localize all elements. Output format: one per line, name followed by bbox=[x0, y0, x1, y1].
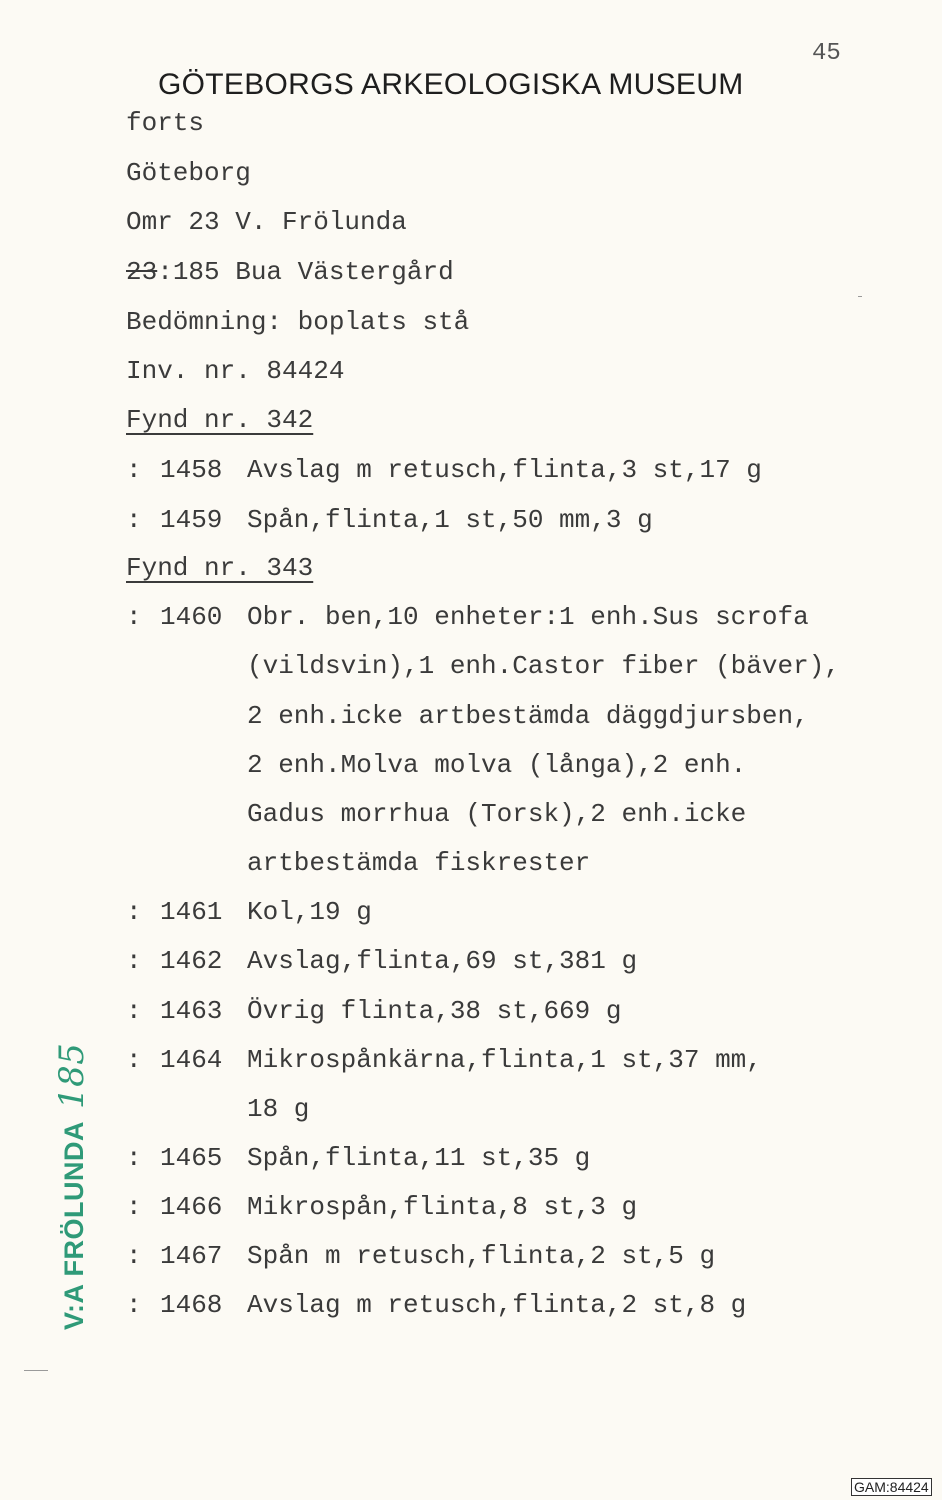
entry-text: Avslag m retusch,flinta,2 st,8 g bbox=[247, 1290, 747, 1320]
entry-number: 1463 bbox=[160, 996, 223, 1026]
entry-colon: : bbox=[126, 1241, 142, 1271]
entry-continuation: artbestämda fiskrester bbox=[247, 848, 591, 878]
entry-text: Kol,19 g bbox=[247, 897, 372, 927]
entry-number: 1461 bbox=[160, 897, 223, 927]
find-group-heading: Fynd nr. 342 bbox=[126, 405, 314, 435]
entry-text: Övrig flinta,38 st,669 g bbox=[247, 996, 622, 1026]
continued-label: forts bbox=[126, 108, 205, 138]
entry-continuation: Gadus morrhua (Torsk),2 enh.icke bbox=[247, 799, 747, 829]
entry-text: Spån,flinta,1 st,50 mm,3 g bbox=[247, 505, 653, 535]
entry-text: Avslag,flinta,69 st,381 g bbox=[247, 946, 638, 976]
entry-colon: : bbox=[126, 996, 142, 1026]
inventory-line: Inv. nr. 84424 bbox=[126, 356, 345, 386]
entry-colon: : bbox=[126, 946, 142, 976]
entry-number: 1465 bbox=[160, 1143, 223, 1173]
site-line bbox=[126, 257, 454, 287]
entry-colon: : bbox=[126, 602, 142, 632]
site-old-prefix: 23 bbox=[126, 257, 158, 287]
site-stamp bbox=[52, 1043, 92, 1330]
entry-text: Spån m retusch,flinta,2 st,5 g bbox=[247, 1241, 716, 1271]
entry-colon: : bbox=[126, 455, 142, 485]
entry-number: 1466 bbox=[160, 1192, 223, 1222]
entry-number: 1464 bbox=[160, 1045, 223, 1075]
museum-header: GÖTEBORGS ARKEOLOGISKA MUSEUM bbox=[158, 68, 744, 101]
assessment-line: Bedömning: boplats stå bbox=[126, 307, 470, 337]
entry-text: Mikrospånkärna,flinta,1 st,37 mm, bbox=[247, 1045, 762, 1075]
entry-number: 1468 bbox=[160, 1290, 223, 1320]
city-line: Göteborg bbox=[126, 158, 251, 188]
site-stamp-number: 185 bbox=[52, 1042, 92, 1109]
entry-colon: : bbox=[126, 1143, 142, 1173]
entry-number: 1458 bbox=[160, 455, 223, 485]
entry-text: Mikrospån,flinta,8 st,3 g bbox=[247, 1192, 638, 1222]
entry-colon: : bbox=[126, 1192, 142, 1222]
entry-colon: : bbox=[126, 897, 142, 927]
stray-mark bbox=[24, 1370, 48, 1371]
area-line: Omr 23 V. Frölunda bbox=[126, 207, 407, 237]
find-group-heading: Fynd nr. 343 bbox=[126, 553, 314, 583]
stray-mark bbox=[858, 296, 862, 297]
entry-continuation: 2 enh.icke artbestämda däggdjursben, bbox=[247, 701, 809, 731]
entry-number: 1460 bbox=[160, 602, 223, 632]
entry-continuation: 18 g bbox=[247, 1094, 310, 1124]
site-stamp-name: V:A FRÖLUNDA bbox=[59, 1121, 89, 1330]
entry-number: 1467 bbox=[160, 1241, 223, 1271]
entry-colon: : bbox=[126, 1290, 142, 1320]
entry-colon: : bbox=[126, 1045, 142, 1075]
catalog-id: GAM:84424 bbox=[851, 1478, 932, 1496]
entry-text: Avslag m retusch,flinta,3 st,17 g bbox=[247, 455, 762, 485]
site-rest: :185 Bua Västergård bbox=[157, 257, 454, 287]
entry-text: Obr. ben,10 enheter:1 enh.Sus scrofa bbox=[247, 602, 809, 632]
entry-continuation: (vildsvin),1 enh.Castor fiber (bäver), bbox=[247, 651, 840, 681]
entry-text: Spån,flinta,11 st,35 g bbox=[247, 1143, 591, 1173]
entry-continuation: 2 enh.Molva molva (långa),2 enh. bbox=[247, 750, 747, 780]
entry-number: 1459 bbox=[160, 505, 223, 535]
entry-colon: : bbox=[126, 505, 142, 535]
entry-number: 1462 bbox=[160, 946, 223, 976]
page-number: 45 bbox=[812, 40, 841, 67]
